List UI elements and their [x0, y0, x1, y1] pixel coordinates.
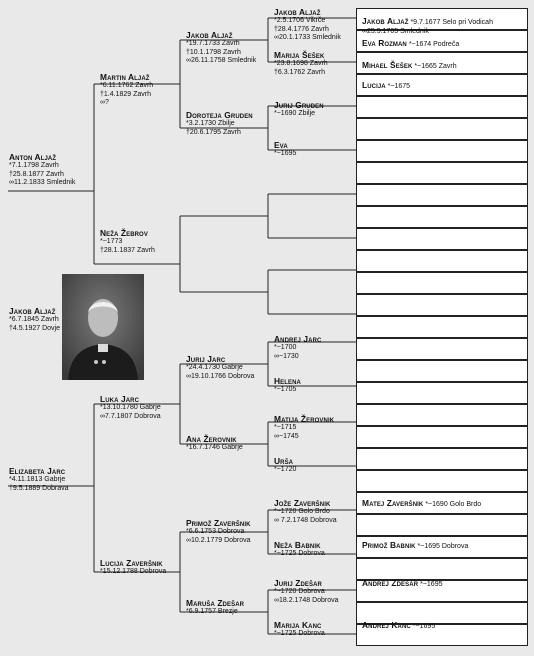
person-birth: *~1773 — [100, 238, 123, 245]
person-birth: *9.7.1677 Selo pri Vodicah — [410, 19, 493, 26]
person-birth: *~1674 Podreča — [408, 41, 460, 48]
person-matija-zerovnik — [274, 414, 334, 441]
person-marriage: ∞20.1.1733 Smlednik — [274, 34, 341, 42]
person-name: Lucija Zaveršnik — [100, 558, 163, 568]
ancestor-slot — [356, 448, 528, 470]
person-birth: *~1715 — [274, 424, 297, 431]
person-marriage: ∞~1745 — [274, 432, 299, 440]
person-death: †28.4.1776 Zavrh — [274, 25, 329, 33]
person-birth: *~1695 — [420, 581, 443, 588]
person-jurij-jarc — [186, 354, 254, 381]
person-ursa — [274, 456, 296, 475]
person-name: Helena — [274, 376, 301, 386]
person-name: Jakob Aljaž — [9, 306, 56, 316]
person-andrej-kanc — [362, 620, 435, 632]
person-helena — [274, 376, 301, 395]
person-lucija-zaversnik — [100, 558, 166, 577]
person-neza-zebrov — [100, 228, 155, 255]
person-name: Martin Aljaž — [100, 72, 150, 82]
ancestor-slot — [356, 514, 528, 536]
person-death: †25.8.1877 Zavrh — [9, 170, 64, 178]
person-marriage: ∞? — [100, 99, 109, 107]
person-name: Maruša Zdešar — [186, 598, 245, 608]
person-marriage: ∞19.10.1766 Dobrova — [186, 372, 255, 380]
person-marriage: ∞11.2.1833 Smlednik — [9, 179, 76, 187]
person-birth: *~1720 — [274, 466, 297, 473]
person-marusa-zdesar — [186, 598, 244, 617]
person-birth: *6.9.1757 Brezje — [186, 608, 238, 615]
person-marriage: ∞18.2.1748 Dobrova — [274, 596, 339, 604]
person-name: Anton Aljaž — [9, 152, 57, 162]
person-name: Ana Žerovnik — [186, 434, 237, 444]
person-jurij-gruden — [274, 100, 324, 119]
person-name: Jurij Gruden — [274, 100, 324, 110]
ancestor-slot — [356, 426, 528, 448]
ancestor-slot — [356, 360, 528, 382]
person-marriage: ∞7.7.1807 Dobrova — [100, 412, 161, 420]
person-birth: *~1695 — [412, 623, 436, 630]
ancestor-slot — [356, 404, 528, 426]
person-jakob-aljaz-1706 — [274, 7, 341, 43]
person-name: Matej Zaveršnik — [362, 498, 424, 508]
person-marriage: ∞25.5.1705 Smlednik — [362, 27, 429, 35]
person-marriage: ∞10.2.1779 Dobrova — [186, 536, 251, 544]
person-birth: *~1720 Golo Brdo — [274, 508, 330, 515]
person-death: †6.3.1762 Zavrh — [274, 68, 325, 76]
person-name: Mihael Šešek — [362, 60, 413, 70]
person-doroteja-gruden — [186, 110, 253, 137]
person-andrej-jarc — [274, 334, 321, 361]
ancestor-slot — [356, 206, 528, 228]
person-birth: *6.7.1845 Zavrh — [9, 316, 59, 323]
person-elizabeta-jarc — [9, 466, 69, 493]
ancestor-slot — [356, 316, 528, 338]
person-name: Urša — [274, 456, 294, 466]
person-birth: *19.7.1733 Zavrh — [186, 40, 240, 47]
ancestor-slot — [356, 162, 528, 184]
person-birth: *~1725 Dobrova — [274, 630, 325, 637]
person-mihael-sesek — [362, 60, 457, 72]
ancestor-slot — [356, 140, 528, 162]
ancestor-slot — [356, 96, 528, 118]
person-name: Primož Babnik — [362, 540, 416, 550]
ancestor-slot — [356, 294, 528, 316]
ancestor-slot — [356, 250, 528, 272]
person-birth: *~1700 — [274, 344, 297, 351]
person-birth: *~1675 — [387, 83, 411, 90]
person-birth: *4.11.1813 Gabrje — [9, 476, 66, 483]
person-birth: *16.7.1746 Gabrje — [186, 444, 243, 451]
person-name: Eva — [274, 140, 288, 150]
ancestor-slot — [356, 228, 528, 250]
person-birth: *~1695 — [274, 150, 297, 157]
person-birth: *~1695 Dobrova — [417, 543, 469, 550]
person-name: Matija Žerovnik — [274, 414, 335, 424]
person-birth: *~1690 Golo Brdo — [425, 501, 482, 508]
person-name: Andrej Jarc — [274, 334, 322, 344]
person-name: Lucija — [362, 80, 386, 90]
person-neza-babnik — [274, 540, 325, 559]
person-name: Marija Šešek — [274, 50, 325, 60]
ancestor-slot — [356, 118, 528, 140]
ancestor-slot — [356, 470, 528, 492]
person-birth: *3.2.1730 Zbilje — [186, 120, 235, 127]
ancestor-slot — [356, 558, 528, 580]
person-marriage: ∞ 7.2.1748 Dobrova — [274, 516, 337, 524]
person-name: Primož Zaveršnik — [186, 518, 251, 528]
person-marriage: ∞26.11.1758 Smlednik — [186, 57, 257, 65]
ancestor-slot — [356, 338, 528, 360]
person-luka-jarc — [100, 394, 161, 421]
person-jakob-aljaz-root — [9, 306, 60, 333]
person-birth: *6.11.1762 Zavrh — [100, 82, 154, 89]
person-birth: *7.1.1798 Zavrh — [9, 162, 59, 169]
person-name: Eva Rozman — [362, 38, 407, 48]
person-death: †4.5.1927 Dovje — [9, 324, 60, 332]
person-matej-zaversnik — [362, 498, 481, 510]
person-marija-kanc — [274, 620, 325, 639]
person-birth: *15.12.1788 Dobrova — [100, 568, 167, 575]
person-birth: *13.10.1780 Gabrje — [100, 404, 161, 411]
person-birth: *~1725 Dobrova — [274, 550, 325, 557]
ancestor-slot — [356, 382, 528, 404]
person-name: Marija Kanc — [274, 620, 322, 630]
person-name: Jakob Aljaž — [362, 16, 409, 26]
person-marija-sesek — [274, 50, 328, 77]
person-anton-aljaz — [9, 152, 75, 188]
person-name: Jože Zaveršnik — [274, 498, 331, 508]
person-lucija — [362, 80, 410, 92]
person-name: Andrej Zdešar — [362, 578, 419, 588]
person-death: †1.4.1829 Zavrh — [100, 90, 151, 98]
person-jakob-aljaz-1677 — [362, 16, 493, 36]
person-name: Neža Žebrov — [100, 228, 148, 238]
person-name: Doroteja Gruden — [186, 110, 253, 120]
person-jakob-aljaz-1733 — [186, 30, 256, 66]
person-death: †10.1.1798 Zavrh — [186, 48, 241, 56]
person-name: Jurij Zdešar — [274, 578, 322, 588]
person-marriage: ∞~1730 — [274, 352, 299, 360]
person-birth: *~1720 Dobrova — [274, 588, 325, 595]
person-name: Neža Babnik — [274, 540, 321, 550]
person-name: Jakob Aljaž — [186, 30, 233, 40]
person-birth: *~1705 — [274, 386, 297, 393]
person-primoz-zaversnik — [186, 518, 251, 545]
person-name: Jurij Jarc — [186, 354, 226, 364]
person-death: †9.5.1889 Dobrava — [9, 484, 69, 492]
person-joze-zaversnik — [274, 498, 337, 525]
person-death: †28.1.1837 Zavrh — [100, 246, 155, 254]
person-martin-aljaz — [100, 72, 153, 108]
person-eva — [274, 140, 296, 159]
person-andrej-zdesar — [362, 578, 442, 590]
person-birth: *23.8.1698 Zavrh — [274, 60, 328, 67]
person-name: Jakob Aljaž — [274, 7, 321, 17]
person-birth: *24.4.1730 Gabrje — [186, 364, 243, 371]
person-eva-rozman — [362, 38, 459, 50]
person-death: †20.6.1795 Zavrh — [186, 128, 241, 136]
ancestor-slot — [356, 184, 528, 206]
person-birth: *~1665 Zavrh — [414, 63, 457, 70]
person-birth: *6.6.1753 Dobrova — [186, 528, 245, 535]
person-primoz-babnik — [362, 540, 468, 552]
portrait-photo — [62, 274, 144, 380]
person-name: Elizabeta Jarc — [9, 466, 66, 476]
person-jurij-zdesar — [274, 578, 339, 605]
person-ana-zerovnik — [186, 434, 243, 453]
person-birth: *~1690 Zbilje — [274, 110, 316, 117]
person-name: Andrej Kanc — [362, 620, 411, 630]
person-name: Luka Jarc — [100, 394, 139, 404]
person-birth: *2.5.1706 Vikrče — [274, 17, 326, 24]
ancestor-slot — [356, 272, 528, 294]
